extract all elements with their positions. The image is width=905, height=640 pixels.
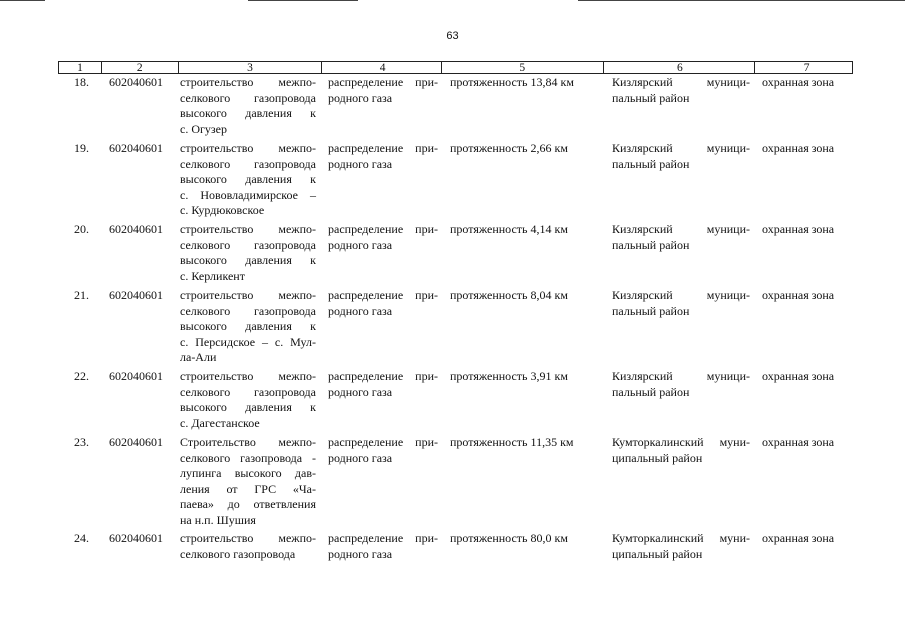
object-length: протяженность 4,14 км bbox=[450, 222, 568, 236]
cell-line: с. Нововладимирское – bbox=[180, 187, 316, 202]
cell-line: селкового газопровода bbox=[180, 546, 296, 561]
register-table bbox=[58, 61, 853, 561]
cadastral-code: 602040601 bbox=[109, 141, 163, 155]
cell-line: Кизлярский муници- bbox=[612, 222, 750, 236]
cell-line: высокого давления к bbox=[180, 106, 316, 120]
cell-line: селкового газопровода bbox=[180, 156, 316, 171]
cell-line: Кумторкалинский муни- bbox=[612, 435, 750, 449]
row-number: 18. bbox=[74, 75, 89, 89]
object-description bbox=[178, 288, 322, 366]
cadastral-code: 602040601 bbox=[109, 531, 163, 545]
cell-line: с. Огузер bbox=[180, 121, 227, 136]
cell-line: родного газа bbox=[328, 546, 393, 561]
district bbox=[604, 435, 756, 528]
cell-line: Кизлярский муници- bbox=[612, 369, 750, 383]
header-col-1: 1 bbox=[59, 62, 102, 73]
object-length: протяженность 8,04 км bbox=[450, 288, 568, 302]
cell-line: с. Персидское – с. Мул- bbox=[180, 334, 316, 349]
cell-line: ления от ГРС «Ча- bbox=[180, 481, 316, 496]
header-col-4: 4 bbox=[322, 62, 442, 73]
district bbox=[604, 75, 756, 137]
cell-line: распределение при- bbox=[328, 369, 438, 383]
cell-line: родного газа bbox=[328, 156, 393, 171]
cell-line: строительство межпо- bbox=[180, 141, 316, 155]
cell-line: строительство межпо- bbox=[180, 288, 316, 302]
object-purpose bbox=[322, 75, 442, 137]
zone-type: охранная зона bbox=[762, 531, 835, 545]
object-purpose bbox=[322, 288, 442, 366]
cadastral-code: 602040601 bbox=[109, 288, 163, 302]
cell-line: ципальный район bbox=[612, 546, 703, 561]
cadastral-code: 602040601 bbox=[109, 435, 163, 449]
cadastral-code: 602040601 bbox=[109, 369, 163, 383]
header-col-3: 3 bbox=[179, 62, 323, 73]
cell-line: строительство межпо- bbox=[180, 222, 316, 236]
cell-line: распределение при- bbox=[328, 75, 438, 89]
table-row bbox=[58, 288, 853, 366]
cell-line: на н.п. Шушия bbox=[180, 512, 256, 527]
district bbox=[604, 222, 756, 284]
table-row bbox=[58, 531, 853, 562]
cell-line: распределение при- bbox=[328, 435, 438, 449]
district bbox=[604, 288, 756, 366]
table-header-row bbox=[58, 61, 853, 74]
cell-line: паева» до ответвления bbox=[180, 497, 316, 511]
scan-edge-line-right bbox=[578, 0, 905, 1]
row-number: 20. bbox=[74, 222, 89, 236]
cell-line: селкового газопровода bbox=[180, 90, 316, 105]
cell-line: Кизлярский муници- bbox=[612, 141, 750, 155]
cell-line: ла-Али bbox=[180, 350, 217, 364]
cell-line: с. Керликент bbox=[180, 268, 245, 283]
object-purpose bbox=[322, 222, 442, 284]
zone-type: охранная зона bbox=[762, 75, 835, 89]
object-description bbox=[178, 369, 322, 431]
cell-line: лупинга высокого дав- bbox=[180, 466, 316, 480]
cell-line: распределение при- bbox=[328, 288, 438, 302]
cell-line: родного газа bbox=[328, 303, 393, 318]
zone-type: охранная зона bbox=[762, 141, 835, 155]
cell-line: пальный район bbox=[612, 237, 690, 252]
header-col-5: 5 bbox=[442, 62, 604, 73]
cell-line: пальный район bbox=[612, 90, 690, 105]
table-row bbox=[58, 435, 853, 528]
object-length: протяженность 13,84 км bbox=[450, 75, 574, 89]
row-number: 24. bbox=[74, 531, 89, 545]
object-purpose bbox=[322, 435, 442, 528]
cell-line: родного газа bbox=[328, 450, 393, 465]
cell-line: с. Дагестанское bbox=[180, 415, 260, 430]
table-row bbox=[58, 369, 853, 431]
table-row bbox=[58, 141, 853, 219]
object-purpose bbox=[322, 369, 442, 431]
cell-line: селкового газопровода bbox=[180, 237, 316, 252]
zone-type: охранная зона bbox=[762, 435, 835, 449]
cell-line: пальный район bbox=[612, 303, 690, 318]
row-number: 19. bbox=[74, 141, 89, 155]
cadastral-code: 602040601 bbox=[109, 75, 163, 89]
cell-line: высокого давления к bbox=[180, 253, 316, 267]
cell-line: распределение при- bbox=[328, 531, 438, 545]
cell-line: пальный район bbox=[612, 384, 690, 399]
object-description bbox=[178, 435, 322, 528]
object-description bbox=[178, 222, 322, 284]
cell-line: строительство межпо- bbox=[180, 531, 316, 545]
header-col-6: 6 bbox=[604, 62, 756, 73]
cell-line: распределение при- bbox=[328, 141, 438, 155]
object-length: протяженность 11,35 км bbox=[450, 435, 574, 449]
zone-type: охранная зона bbox=[762, 369, 835, 383]
cell-line: родного газа bbox=[328, 384, 393, 399]
object-description bbox=[178, 75, 322, 137]
table-row bbox=[58, 75, 853, 137]
zone-type: охранная зона bbox=[762, 222, 835, 236]
cell-line: распределение при- bbox=[328, 222, 438, 236]
row-number: 23. bbox=[74, 435, 89, 449]
cell-line: родного газа bbox=[328, 90, 393, 105]
object-length: протяженность 2,66 км bbox=[450, 141, 568, 155]
scan-edge-line-left bbox=[0, 0, 45, 1]
cell-line: селкового газопровода bbox=[180, 384, 316, 399]
cell-line: высокого давления к bbox=[180, 319, 316, 333]
zone-type: охранная зона bbox=[762, 288, 835, 302]
cell-line: высокого давления к bbox=[180, 400, 316, 414]
district bbox=[604, 141, 756, 219]
row-number: 21. bbox=[74, 288, 89, 302]
object-length: протяженность 80,0 км bbox=[450, 531, 568, 545]
district bbox=[604, 369, 756, 431]
cell-line: строительство межпо- bbox=[180, 369, 316, 383]
cell-line: пальный район bbox=[612, 156, 690, 171]
cell-line: с. Курдюковское bbox=[180, 203, 265, 217]
row-number: 22. bbox=[74, 369, 89, 383]
object-description bbox=[178, 531, 322, 562]
header-col-2: 2 bbox=[102, 62, 179, 73]
header-col-7: 7 bbox=[803, 62, 810, 74]
cell-line: селкового газопровода bbox=[180, 303, 316, 318]
cell-line: родного газа bbox=[328, 237, 393, 252]
cell-line: высокого давления к bbox=[180, 172, 316, 186]
district bbox=[604, 531, 756, 562]
cell-line: Кумторкалинский муни- bbox=[612, 531, 750, 545]
page-number: 63 bbox=[446, 30, 459, 42]
object-purpose bbox=[322, 141, 442, 219]
cell-line: Кизлярский муници- bbox=[612, 75, 750, 89]
cadastral-code: 602040601 bbox=[109, 222, 163, 236]
scan-edge-line-mid bbox=[248, 0, 358, 1]
cell-line: Кизлярский муници- bbox=[612, 288, 750, 302]
cell-line: ципальный район bbox=[612, 450, 703, 465]
cell-line: Строительство межпо- bbox=[180, 435, 316, 449]
cell-line: селкового газопровода - bbox=[180, 450, 316, 465]
table-row bbox=[58, 222, 853, 284]
object-length: протяженность 3,91 км bbox=[450, 369, 568, 383]
object-description bbox=[178, 141, 322, 219]
cell-line: строительство межпо- bbox=[180, 75, 316, 89]
object-purpose bbox=[322, 531, 442, 562]
